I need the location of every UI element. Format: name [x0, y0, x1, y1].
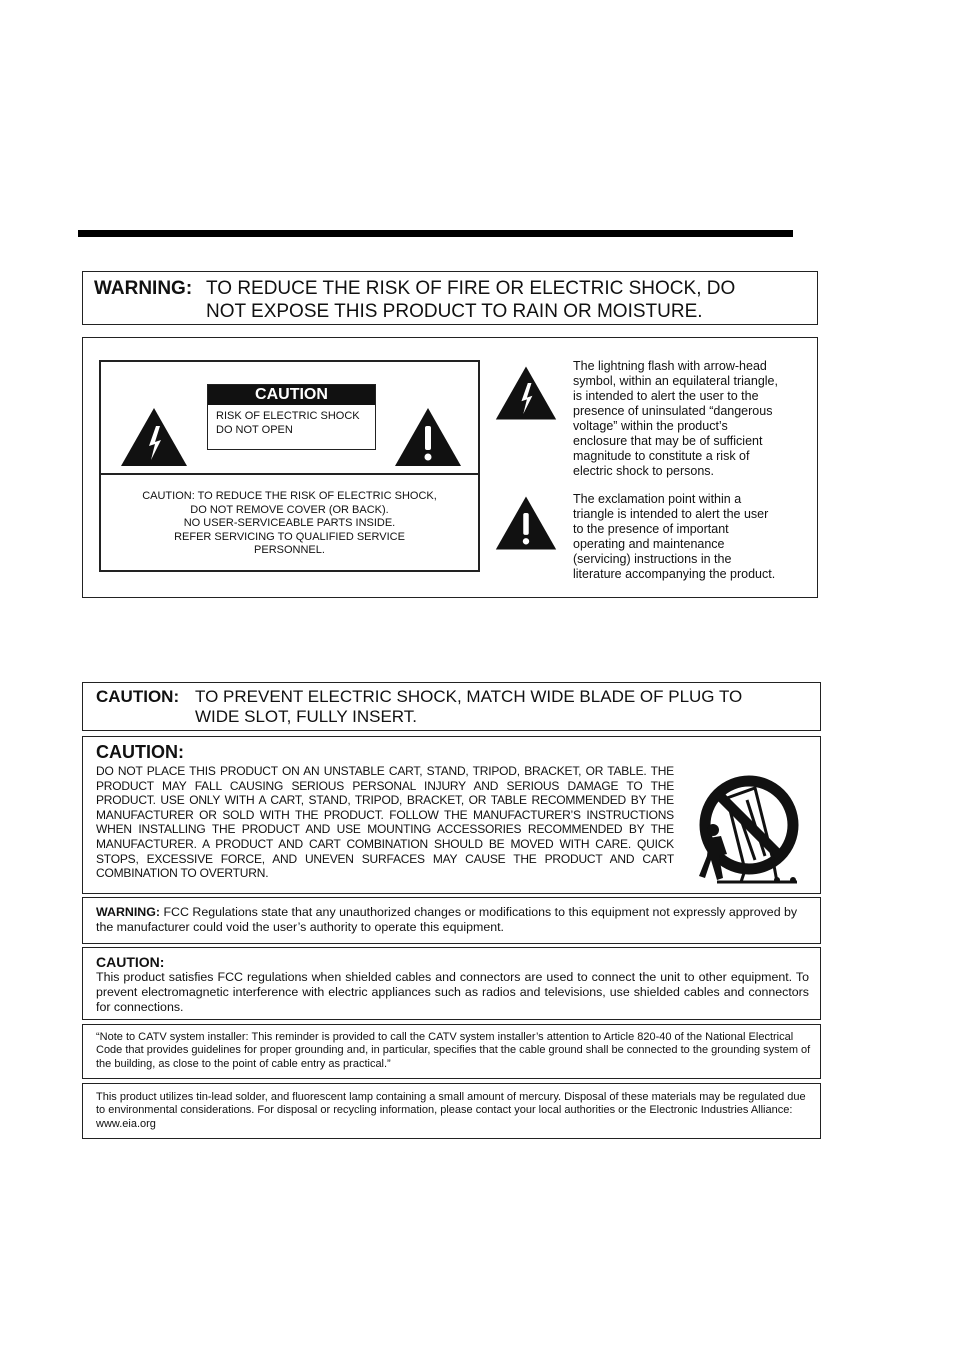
warning-label: WARNING:	[94, 278, 193, 299]
description-line: The exclamation point within a	[573, 492, 742, 506]
description-line: literature accompanying the product.	[573, 567, 776, 581]
cart-caution-header: CAUTION:	[96, 742, 184, 762]
solder-note-text: This product utilizes tin-lead solder, and fluorescent lamp containing a small amount of mercury. Disposal of these materials may be regulated due to environmental considerations. For disposal or recycling information, please contact your local authorities or the Electronic Industries Alliance: www.eia.org	[96, 1091, 806, 1130]
description-line: magnitude to constitute a risk of	[573, 449, 750, 463]
warning-line-1: TO REDUCE THE RISK OF FIRE OR ELECTRIC SHOCK, DO	[206, 278, 736, 299]
description-line: (servicing) instructions in the	[573, 552, 732, 566]
exclamation-description	[573, 492, 775, 582]
fcc-warning-body: FCC Regulations state that any unauthorized changes or modifications to this equipment not expressly approved by the manufacturer could void the user’s authority to operate this equipment.	[96, 905, 798, 934]
description-line: is intended to alert the user to the	[573, 389, 759, 403]
description-line: operating and maintenance	[573, 537, 725, 551]
fcc-caution-text: This product satisfies FCC regulations when shielded cables and connectors are used to connect the unit to other equipment. To prevent electromagnetic interference with electric appliances such as radios and televisions, use shielded cables and connectors for connections.	[96, 970, 809, 1014]
lightning-triangle-icon	[119, 406, 189, 468]
instruction-line: REFER SERVICING TO QUALIFIED SERVICE	[174, 530, 405, 543]
description-line: enclosure that may be of sufficient	[573, 434, 763, 448]
cart-tip-over-icon	[697, 770, 801, 884]
warning-moisture-box	[82, 271, 818, 325]
fcc-caution-header: CAUTION:	[96, 954, 165, 970]
plug-caution-line-2: WIDE SLOT, FULLY INSERT.	[195, 707, 418, 726]
instruction-line: NO USER-SERVICEABLE PARTS INSIDE.	[183, 517, 396, 529]
lightning-triangle-icon	[494, 364, 558, 422]
fcc-caution-box	[82, 947, 821, 1020]
exclamation-triangle-icon	[393, 406, 463, 468]
description-line: voltage” within the product’s	[573, 419, 728, 433]
fcc-warning-box	[82, 897, 821, 944]
symbol-explanation-box	[82, 337, 818, 598]
catv-note-box	[82, 1024, 821, 1079]
plug-caution-box	[82, 682, 821, 731]
plug-caution-line-1: TO PREVENT ELECTRIC SHOCK, MATCH WIDE BLADE OF PLUG TO	[195, 687, 743, 706]
description-line: to the presence of important	[573, 522, 729, 536]
warning-line-2: NOT EXPOSE THIS PRODUCT TO RAIN OR MOISTURE.	[206, 301, 703, 322]
exclamation-triangle-icon	[494, 494, 558, 552]
instruction-line: DO NOT REMOVE COVER (OR BACK).	[190, 503, 389, 516]
cart-caution-box	[82, 736, 821, 894]
description-line: triangle is intended to alert the user	[573, 507, 769, 521]
catv-note-text: “Note to CATV system installer: This reminder is provided to call the CATV system installer’s attention to Article 820-40 of the National Electrical Code that provides guidelines for proper grounding and, in particular, specifies that the cable ground shall be connected to the grounding system of the building, as close to the point of cable entry as practical.”	[96, 1031, 811, 1070]
description-line: The lightning flash with arrow-head	[573, 359, 767, 373]
lightning-description	[573, 359, 778, 479]
fcc-warning-text	[96, 905, 806, 935]
cart-caution-body: DO NOT PLACE THIS PRODUCT ON AN UNSTABLE CART, STAND, TRIPOD, BRACKET, OR TABLE. THE PRODUCT MAY FALL CAUSING SERIOUS PERSONAL INJURY AND SERIOUS DAMAGE TO THE PRODUCT. USE ONLY WITH A CART, STAND, TRIPOD, BRACKET, OR TABLE RECOMMENDED BY THE MANUFACTURER OR SOLD WITH THE PRODUCT. FOLLOW THE MANUFACTURER’S INSTRUCTIONS WHEN INSTALLING THE PRODUCT AND USE MOUNTING ACCESSORIES RECOMMENDED BY THE MANUFACTURER. A PRODUCT AND CART COMBINATION SHOULD BE MOVED WITH CARE. QUICK STOPS, EXCESSIVE FORCE, AND UNEVEN SURFACES MAY CAUSE THE PRODUCT AND CART COMBINATION TO OVERTURN.	[96, 764, 674, 881]
solder-note-box	[82, 1083, 821, 1139]
instruction-line: PERSONNEL.	[254, 544, 325, 556]
fcc-warning-label: WARNING:	[96, 905, 161, 919]
caution-plate-line-1: RISK OF ELECTRIC SHOCK	[216, 410, 360, 422]
description-line: symbol, within an equilateral triangle,	[573, 374, 778, 388]
plug-caution-label: CAUTION:	[96, 687, 180, 706]
caution-label	[99, 360, 480, 572]
caution-plate-header: CAUTION	[208, 385, 375, 405]
caution-plate-line-2: DO NOT OPEN	[216, 424, 293, 436]
description-line: presence of uninsulated “dangerous	[573, 404, 773, 418]
label-divider	[101, 473, 478, 475]
caution-plate	[207, 384, 376, 450]
description-line: electric shock to persons.	[573, 464, 715, 478]
top-rule	[78, 230, 793, 237]
caution-label-instructions	[101, 490, 478, 558]
instruction-line: CAUTION: TO REDUCE THE RISK OF ELECTRIC SHOCK,	[142, 490, 437, 502]
